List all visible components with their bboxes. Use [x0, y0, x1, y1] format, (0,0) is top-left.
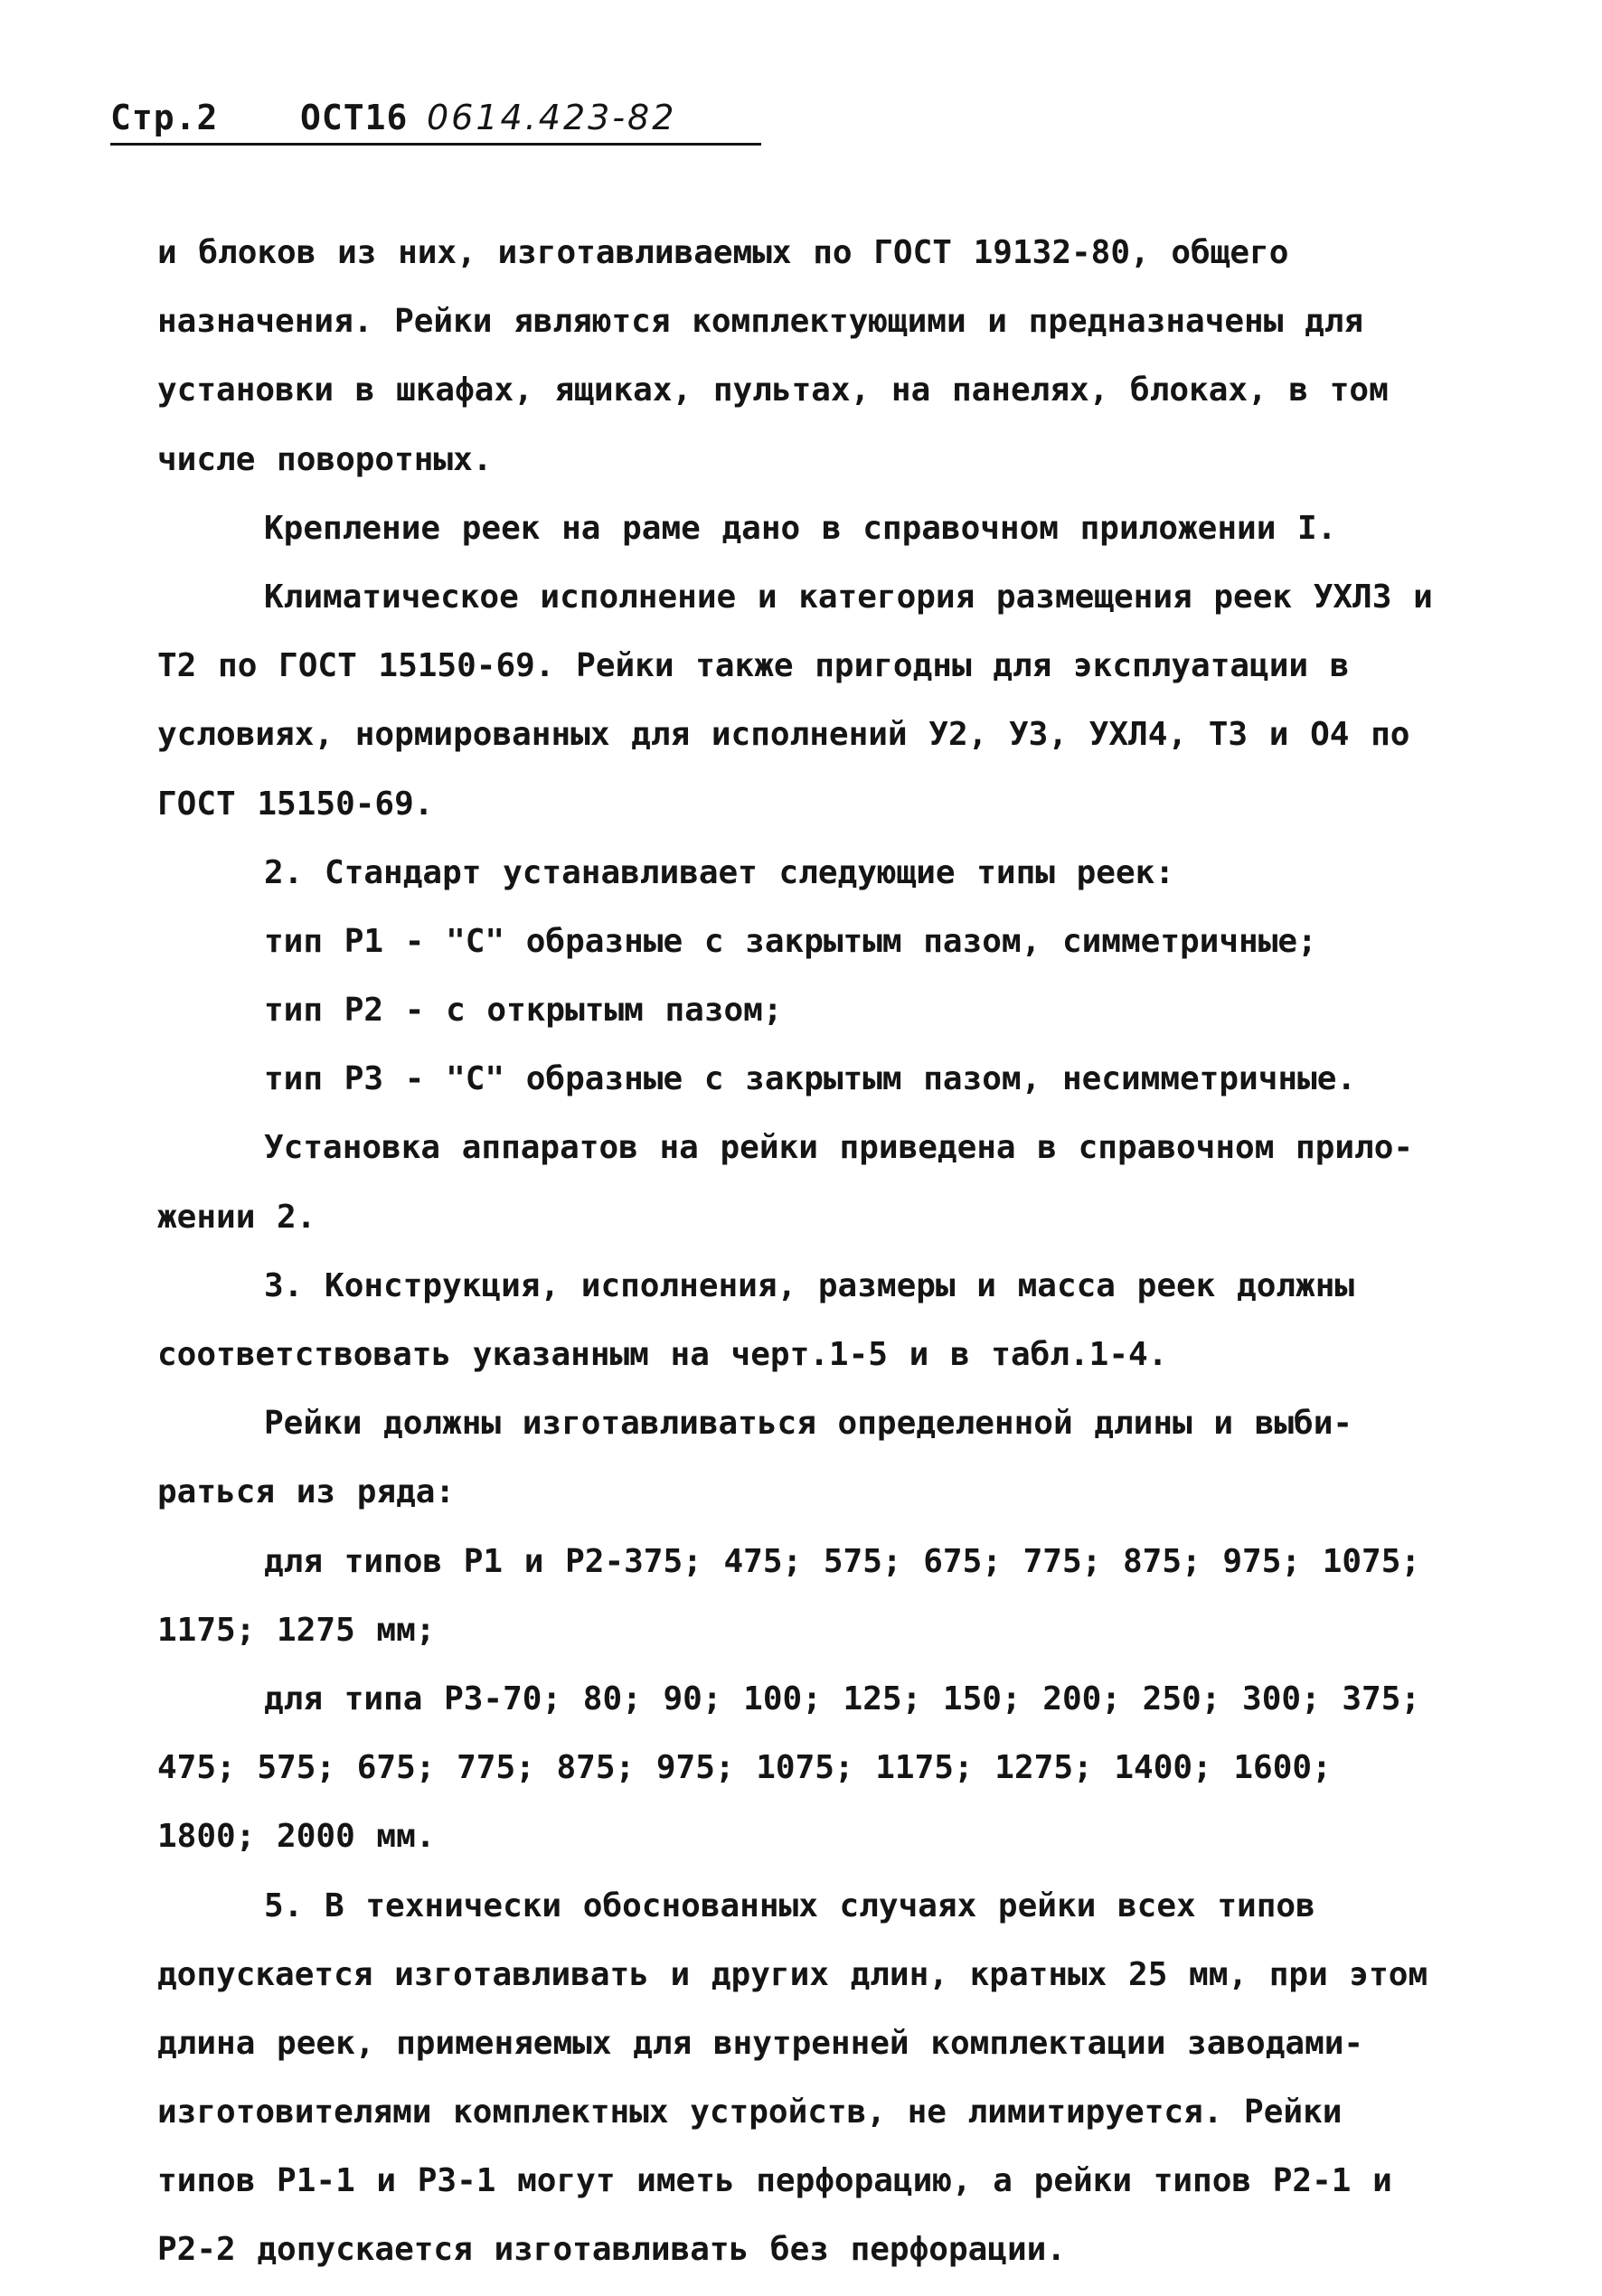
length-row-p3: для типа Р3-70; 80; 90; 100; 125; 150; 200; 250; 300; 375; [264, 1680, 1421, 1717]
text-line: соответствовать указанным на черт.1-5 и в табл.1-4. [157, 1336, 1168, 1373]
text-line: Климатическое исполнение и категория размещения реек УХЛ3 и [264, 578, 1433, 616]
length-row-p3-cont: 475; 575; 675; 775; 875; 975; 1075; 1175; 1275; 1400; 1600; [157, 1749, 1332, 1787]
text-line: Рейки должны изготавливаться определенной длины и выби- [264, 1405, 1353, 1443]
text-line: условиях, нормированных для исполнений У2, У3, УХЛ4, Т3 и О4 по [157, 716, 1410, 754]
length-row-p3-end: 1800; 2000 мм. [157, 1818, 436, 1856]
section-heading-5: 5. В технически обоснованных случаях рейки всех типов [264, 1887, 1315, 1924]
list-item-type-p3: тип Р3 - "С" образные с закрытым пазом, несимметричные. [264, 1060, 1357, 1098]
standard-number: 0614.423-82 [427, 98, 677, 137]
text-line: длина реек, применяемых для внутренней комплектации заводами- [157, 2024, 1364, 2062]
text-line: изготовителями комплектных устройств, не лимитируется. Рейки [157, 2094, 1343, 2131]
standard-prefix: ОСТ16 [300, 98, 409, 137]
text-line: Р2-2 допускается изготавливать без перфорации. [157, 2231, 1066, 2269]
length-row-p1-p2: для типов Р1 и Р2-375; 475; 575; 675; 775; 875; 975; 1075; [264, 1542, 1421, 1580]
text-line: числе поворотных. [157, 440, 493, 478]
text-line: допускается изготавливать и других длин, кратных 25 мм, при этом [157, 1955, 1428, 1993]
text-line: Установка аппаратов на рейки приведена в справочном прило- [264, 1129, 1414, 1167]
text-line: Крепление реек на раме дано в справочном приложении I. [264, 509, 1337, 547]
section-heading-3: 3. Конструкция, исполнения, размеры и масса реек должны [264, 1266, 1355, 1304]
page-number: Стр.2 [110, 98, 219, 137]
text-line: типов Р1-1 и Р3-1 могут иметь перфорацию, а рейки типов Р2-1 и [157, 2162, 1392, 2200]
text-line: ГОСТ 15150-69. [157, 785, 434, 823]
header-underline [110, 143, 761, 146]
length-row-p1-p2-cont: 1175; 1275 мм; [157, 1611, 436, 1649]
page-header [110, 98, 761, 148]
list-item-type-p2: тип Р2 - с открытым пазом; [264, 992, 783, 1030]
text-line: назначения. Рейки являются комплектующими и предназначены для [157, 303, 1364, 341]
text-line: жении 2. [157, 1198, 316, 1236]
text-line: Т2 по ГОСТ 15150-69. Рейки также пригодны для эксплуатации в [157, 647, 1350, 685]
text-line: установки в шкафах, ящиках, пультах, на панелях, блоках, в том [157, 372, 1389, 409]
text-line: раться из ряда: [157, 1473, 456, 1511]
text-line: и блоков из них, изготавливаемых по ГОСТ 19132-80, общего [157, 234, 1289, 271]
list-item-type-p1: тип Р1 - "С" образные с закрытым пазом, симметричные; [264, 922, 1317, 960]
section-heading-2: 2. Стандарт устанавливает следующие типы реек: [264, 853, 1174, 891]
document-body [157, 219, 1477, 2285]
